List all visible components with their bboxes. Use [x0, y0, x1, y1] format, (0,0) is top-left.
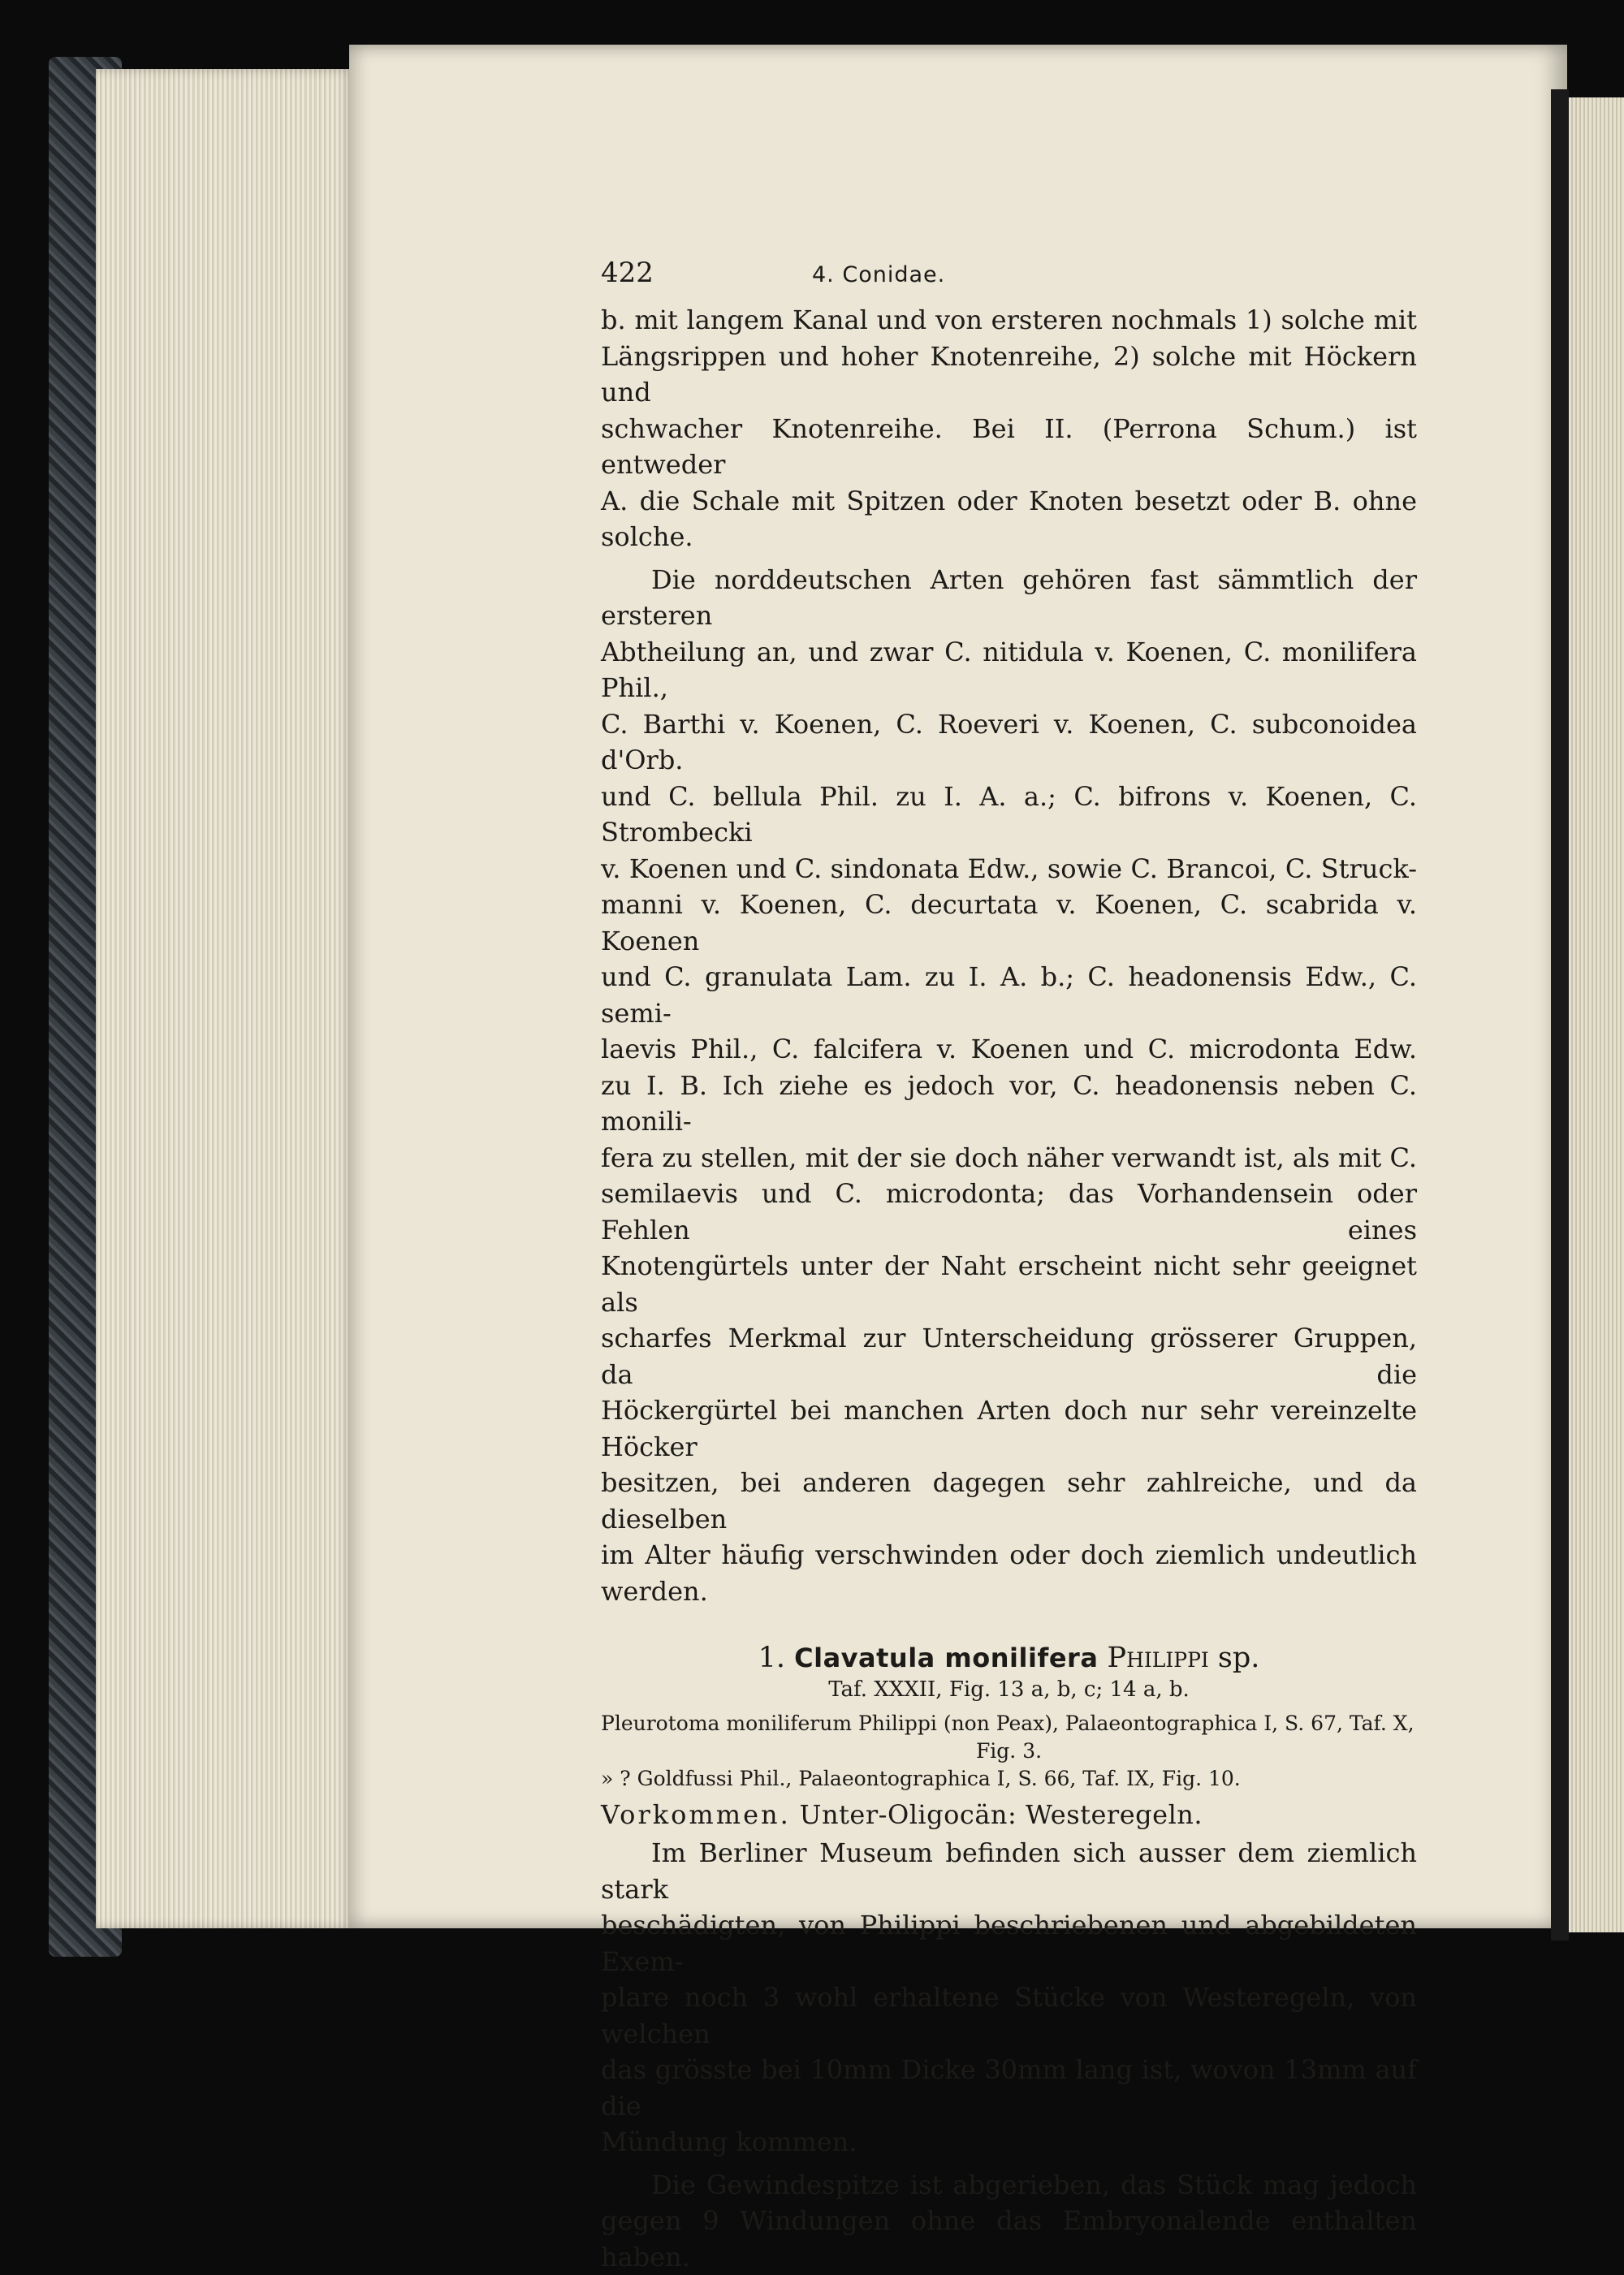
- paragraph-2: [601, 562, 1417, 1610]
- text-line: zu I. B. Ich ziehe es jedoch vor, C. headonensis neben C. monili-: [601, 1068, 1417, 1140]
- text-line: plare noch 3 wohl erhaltene Stücke von Westeregeln, von welchen: [601, 1979, 1417, 2052]
- text-line: werden.: [601, 1574, 1417, 1610]
- text-line: und C. bellula Phil. zu I. A. a.; C. bifrons v. Koenen, C. Strombecki: [601, 779, 1417, 851]
- text-line: b. mit langem Kanal und von ersteren nochmals 1) solche mit: [601, 302, 1417, 339]
- text-line: Im Berliner Museum befinden sich ausser dem ziemlich stark: [601, 1835, 1417, 1907]
- page-block-edges: [96, 69, 356, 1928]
- text-line: gegen 9 Windungen ohne das Embryonalende enthalten haben.: [601, 2203, 1417, 2275]
- text-line: und C. granulata Lam. zu I. A. b.; C. headonensis Edw., C. semi-: [601, 959, 1417, 1031]
- paragraph-4: [601, 2167, 1417, 2275]
- plate-reference: Taf. XXXII, Fig. 13 a, b, c; 14 a, b.: [601, 1677, 1417, 1702]
- species-heading: [601, 1642, 1417, 1674]
- occurrence-text: Unter-Oligocän: Westeregeln.: [799, 1799, 1203, 1830]
- synonymy: [601, 1710, 1417, 1793]
- text-line: A. die Schale mit Spitzen oder Knoten besetzt oder B. ohne: [601, 483, 1417, 520]
- page-header: [601, 257, 1417, 292]
- text-line: C. Barthi v. Koenen, C. Roeveri v. Koenen, C. subconoidea d'Orb.: [601, 706, 1417, 779]
- page-text: [601, 257, 1417, 2275]
- occurrence: [601, 1799, 1417, 1830]
- text-line: Mündung kommen.: [601, 2124, 1417, 2161]
- species-name: Clavatula monilifera: [794, 1643, 1098, 1673]
- text-line: Knotengürtels unter der Naht erscheint nicht sehr geeignet als: [601, 1248, 1417, 1320]
- text-line: schwacher Knotenreihe. Bei II. (Perrona Schum.) ist entweder: [601, 411, 1417, 483]
- text-line: fera zu stellen, mit der sie doch näher verwandt ist, als mit C.: [601, 1140, 1417, 1176]
- species-number: 1.: [758, 1642, 785, 1674]
- synonym-figure: Fig. 3.: [601, 1738, 1417, 1765]
- text-line: Die Gewindespitze ist abgerieben, das Stück mag jedoch: [601, 2167, 1417, 2204]
- text-line: im Alter häufig verschwinden oder doch ziemlich undeutlich: [601, 1537, 1417, 1574]
- species-author: Philippi: [1108, 1642, 1209, 1674]
- text-line: Abtheilung an, und zwar C. nitidula v. Koenen, C. monilifera Phil.,: [601, 634, 1417, 706]
- species-suffix: sp.: [1218, 1642, 1260, 1674]
- text-line: beschädigten, von Philippi beschriebenen und abgebildeten Exem-: [601, 1907, 1417, 1979]
- text-line: semilaevis und C. microdonta; das Vorhandensein oder Fehlen eines: [601, 1176, 1417, 1248]
- book-gutter: [1551, 89, 1569, 1940]
- paragraph-3: [601, 1835, 1417, 2161]
- synonym-line: Pleurotoma moniliferum Philippi (non Peax), Palaeontographica I, S. 67, Taf. X,: [601, 1710, 1417, 1738]
- occurrence-label: Vorkommen.: [601, 1799, 791, 1830]
- page-number: 422: [601, 257, 678, 289]
- text-line: scharfes Merkmal zur Unterscheidung grösserer Gruppen, da die: [601, 1320, 1417, 1392]
- paragraph-1: [601, 302, 1417, 555]
- text-line: das grösste bei 10mm Dicke 30mm lang ist, wovon 13mm auf die: [601, 2052, 1417, 2124]
- synonym-line: » ? Goldfussi Phil., Palaeontographica I, S. 66, Taf. IX, Fig. 10.: [601, 1765, 1417, 1793]
- text-line: Höckergürtel bei manchen Arten doch nur sehr vereinzelte Höcker: [601, 1392, 1417, 1465]
- running-title: 4. Conidae.: [812, 262, 945, 287]
- text-line: solche.: [601, 519, 1417, 555]
- text-line: laevis Phil., C. falcifera v. Koenen und C. microdonta Edw.: [601, 1031, 1417, 1068]
- text-line: Längsrippen und hoher Knotenreihe, 2) solche mit Höckern und: [601, 339, 1417, 411]
- text-line: manni v. Koenen, C. decurtata v. Koenen, C. scabrida v. Koenen: [601, 887, 1417, 959]
- facing-page-edges: [1563, 97, 1624, 1932]
- text-line: Die norddeutschen Arten gehören fast sämmtlich der ersteren: [601, 562, 1417, 634]
- text-line: v. Koenen und C. sindonata Edw., sowie C. Brancoi, C. Struck-: [601, 851, 1417, 887]
- text-line: besitzen, bei anderen dagegen sehr zahlreiche, und da dieselben: [601, 1465, 1417, 1537]
